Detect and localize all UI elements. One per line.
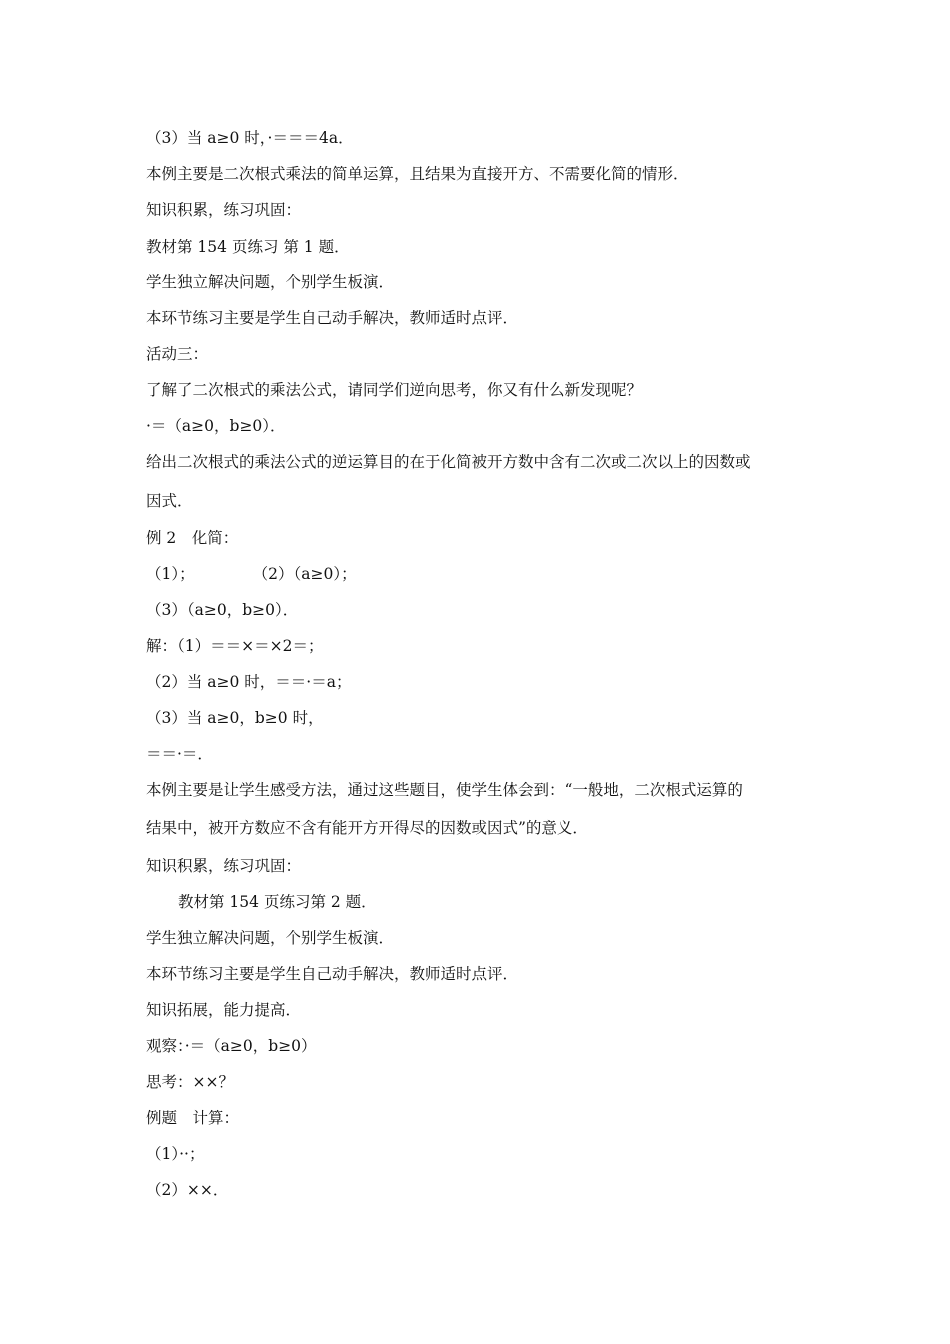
text-line: 教材第 154 页练习第 2 题． — [178, 893, 377, 911]
text-line: 学生独立解决问题，个别学生板演． — [146, 273, 395, 291]
text-line: （2）当 a≥0 时，＝＝·＝a； — [146, 673, 352, 691]
text-line: ＝＝·＝． — [146, 745, 213, 763]
text-line: 知识积累，练习巩固： — [146, 857, 302, 875]
text-line: 观察：·＝（a≥0，b≥0） — [146, 1037, 317, 1055]
text-line: 给出二次根式的乘法公式的逆运算目的在于化简被开方数中含有二次或二次以上的因数或 — [146, 453, 751, 471]
text-line: 知识积累，练习巩固： — [146, 201, 302, 219]
text-line: 例 2 化简： — [146, 529, 239, 547]
example-2-parts-line — [146, 564, 357, 584]
text-line: （2）××． — [146, 1181, 229, 1199]
example-part-2: （2）（a≥0）； — [252, 565, 357, 583]
text-line: 本环节练习主要是学生自己动手解决，教师适时点评． — [146, 965, 519, 983]
text-line: 解：（1）＝＝×＝×2＝； — [146, 637, 324, 655]
text-line: 思考：××？ — [146, 1073, 234, 1091]
text-line: 本环节练习主要是学生自己动手解决，教师适时点评． — [146, 309, 519, 327]
text-line: 知识拓展，能力提高． — [146, 1001, 302, 1019]
text-line: 了解了二次根式的乘法公式，请同学们逆向思考，你又有什么新发现呢？ — [146, 381, 643, 399]
text-line: 例题 计算： — [146, 1109, 240, 1127]
text-line: （3）当 a≥0，b≥0 时， — [146, 709, 324, 727]
text-line: 本例主要是让学生感受方法，通过这些题目，使学生体会到：“一般地，二次根式运算的 — [146, 781, 743, 799]
text-line: 学生独立解决问题，个别学生板演． — [146, 929, 395, 947]
text-line: 因式． — [146, 492, 193, 510]
text-line: 教材第 154 页练习 第 1 题． — [146, 238, 350, 256]
text-line: ·＝（a≥0，b≥0）． — [146, 417, 286, 435]
text-line: 结果中，被开方数应不含有能开方开得尽的因数或因式”的意义． — [146, 819, 588, 837]
text-line: （3）当 a≥0 时，·＝＝＝4a． — [146, 129, 354, 147]
text-line: （3）（a≥0，b≥0）． — [146, 601, 299, 619]
text-line: 活动三： — [146, 345, 209, 363]
text-line: 本例主要是二次根式乘法的简单运算，且结果为直接开方、不需要化简的情形． — [146, 165, 689, 183]
example-part-1: （1）； — [146, 565, 195, 583]
text-line: （1）··； — [146, 1145, 205, 1163]
